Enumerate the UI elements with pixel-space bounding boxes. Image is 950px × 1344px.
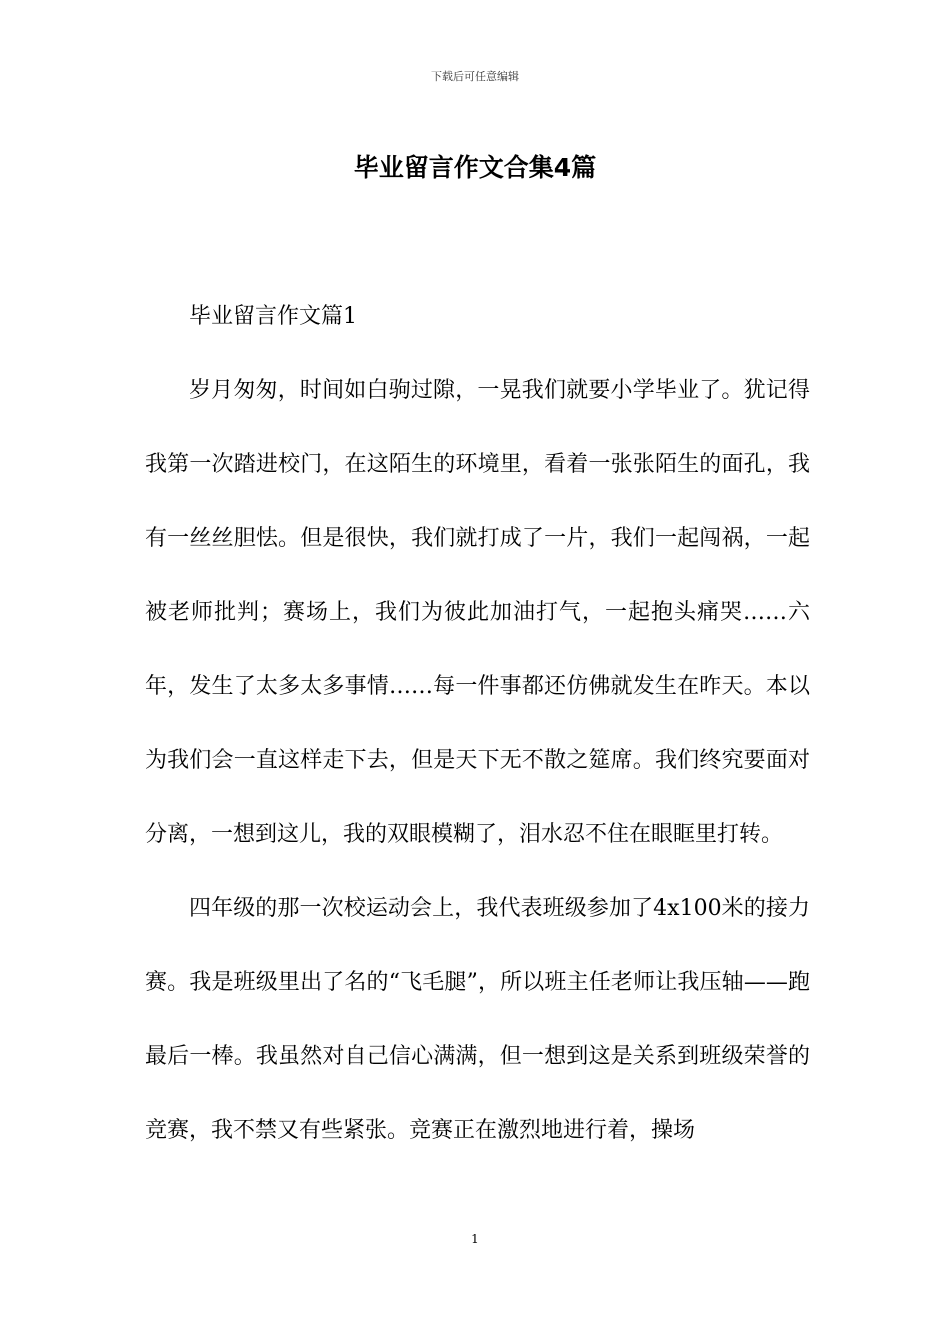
document-body	[145, 280, 810, 1168]
header-note: 下载后可任意编辑	[431, 70, 519, 83]
paragraph-1: 岁月匆匆，时间如白驹过隙，一晃我们就要小学毕业了。犹记得我第一次踏进校门，在这陌生的环境里，看着一张张陌生的面孔，我有一丝丝胆怯。但是很快，我们就打成了一片，我们一起闯祸，一起被老师批判；赛场上，我们为彼此加油打气，一起抱头痛哭……六年，发生了太多太多事情……每一件事都还仿佛就发生在昨天。本以为我们会一直这样走下去，但是天下无不散之筵席。我们终究要面对分离，一想到这儿，我的双眼模糊了，泪水忍不住在眼眶里打转。	[145, 378, 810, 847]
page-number: 1	[471, 1232, 479, 1246]
paragraph-2: 四年级的那一次校运动会上，我代表班级参加了4x100米的接力赛。我是班级里出了名的“飞毛腿”，所以班主任老师让我压轴——跑最后一棒。我虽然对自己信心满满，但一想到这是关系到班级荣誉的竞赛，我不禁又有些紧张。竞赛正在激烈地进行着，操场	[145, 896, 810, 1143]
section-heading: 毕业留言作文篇1	[189, 304, 357, 329]
document-title: 毕业留言作文合集4篇	[353, 153, 597, 182]
